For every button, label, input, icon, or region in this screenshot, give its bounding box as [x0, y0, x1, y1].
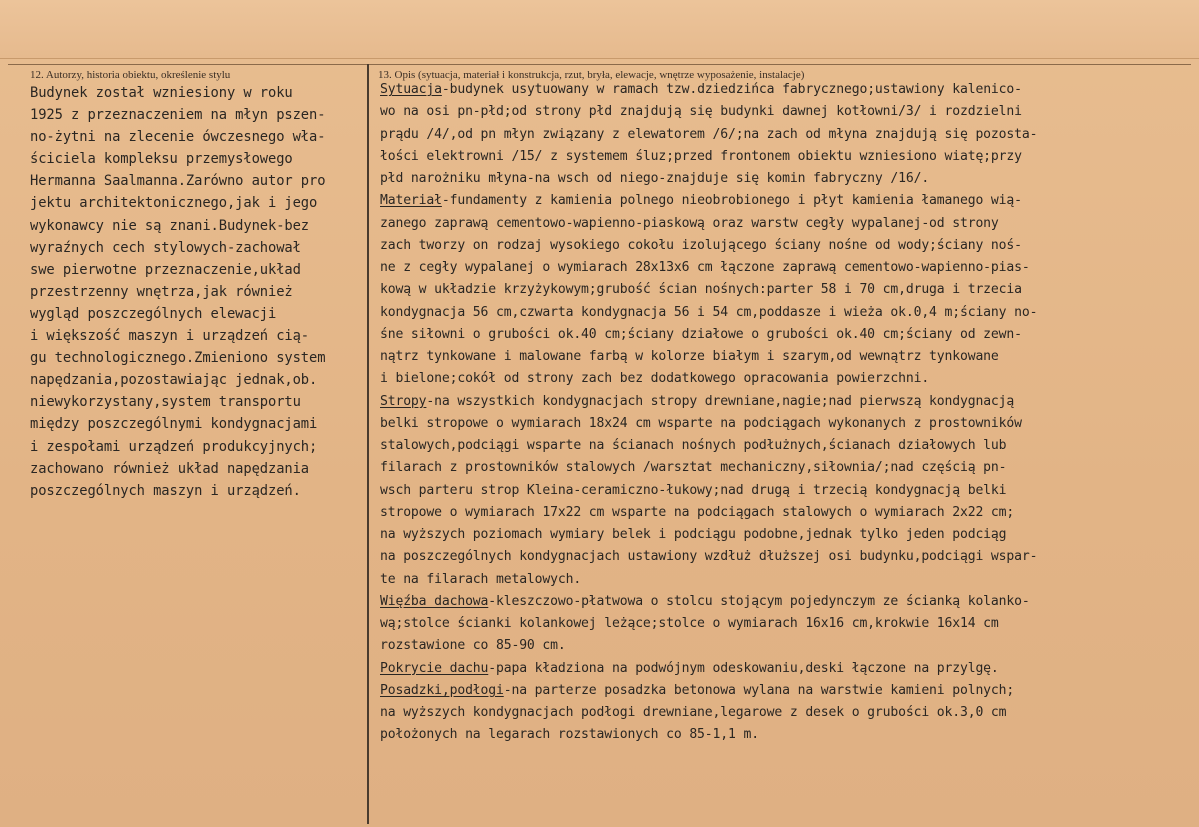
- description-text-run: na poszczególnych kondygnacjach ustawiony wzdłuż dłuższej osi budynku,podciągi wspar-: [380, 549, 1038, 565]
- description-line: [380, 391, 1195, 413]
- description-text-run: -papa kładziona na podwójnym odeskowaniu,deski łączone na przylgę.: [488, 660, 999, 676]
- description-line: [380, 724, 1195, 746]
- description-line: [380, 413, 1195, 435]
- history-line: swe pierwotne przeznaczenie,układ: [30, 261, 301, 278]
- history-line: no-żytni na zlecenie ówczesnego wła-: [30, 129, 326, 146]
- description-text-run: te na filarach metalowych.: [380, 571, 582, 587]
- description-line: [380, 502, 1195, 524]
- section-heading: Sytuacja: [380, 82, 442, 97]
- history-line: wykonawcy nie są znani.Budynek-bez: [30, 217, 310, 234]
- description-line: [380, 635, 1195, 657]
- history-line: wygląd poszczególnych elewacji: [30, 305, 277, 322]
- description-line: [380, 168, 1195, 190]
- history-line: i zespołami urządzeń produkcyjnych;: [30, 438, 318, 455]
- history-line: przestrzenny wnętrza,jak również: [30, 283, 293, 300]
- description-line: [380, 302, 1195, 324]
- description-text-run: stropowe o wymiarach 17x22 cm wsparte na podciągach stalowych o wymiarach 2x22 cm;: [380, 504, 1015, 520]
- description-text-run: łości elektrowni /15/ z systemem śluz;przed frontonem obiektu wzniesiono wiatę;przy: [380, 148, 1022, 164]
- history-line: 1925 z przeznaczeniem na młyn pszen-: [30, 107, 326, 124]
- description-text-run: ne z cegły wypalanej o wymiarach 28x13x6 cm łączone zaprawą cementowo-wapienno-pias-: [380, 260, 1030, 275]
- description-text-run: zach tworzy on rodzaj wysokiego cokołu izolującego ściany nośne od wody;ściany noś-: [380, 237, 1022, 253]
- description-line: [380, 257, 1195, 279]
- history-line: poszczególnych maszyn i urządzeń.: [30, 482, 301, 499]
- description-text-run: wsch parteru strop Kleina-ceramiczno-łukowy;nad drugą i trzecią kondygnacją belki: [380, 482, 1007, 498]
- description-text-run: kową w układzie krzyżykowym;grubość ścian nośnych:parter 58 i 70 cm,druga i trzecia: [380, 282, 1022, 298]
- description-line: [380, 146, 1195, 168]
- header-rule: [8, 64, 1191, 65]
- description-line: [380, 435, 1195, 457]
- description-line: [380, 702, 1195, 724]
- description-line: [380, 658, 1195, 680]
- description-text-run: -kleszczowo-płatwowa o stolcu stojącym pojedynczym ze ścianką kolanko-: [488, 593, 1030, 609]
- section-heading: Więźba dachowa: [380, 593, 489, 609]
- description-text-run: kondygnacja 56 cm,czwarta kondygnacja 56 i 54 cm,poddasze i wieża ok.0,4 m;ściany no-: [380, 304, 1038, 320]
- description-text-run: -na parterze posadzka betonowa wylana na warstwie kamieni polnych;: [503, 682, 1015, 698]
- right-column-heading: 13. Opis (sytuacja, materiał i konstrukcja, rzut, bryła, elewacje, wnętrze wyposażenie, instalacje): [378, 69, 805, 81]
- description-text-run: na wyższych poziomach wymiary belek i podciągu podobne,jednak tylko jeden podciąg: [380, 527, 1007, 542]
- description-text-run: rozstawione co 85-90 cm.: [380, 638, 566, 654]
- description-line: [380, 79, 1195, 101]
- description-line: [380, 190, 1195, 212]
- description-line: [380, 346, 1195, 368]
- description-line: [380, 368, 1195, 390]
- description-text-run: prądu /4/,od pn młyn związany z elewatorem /6/;na zach od młyna znajdują się pozosta-: [380, 126, 1038, 142]
- history-line: Budynek został wzniesiony w roku: [30, 85, 293, 101]
- history-text: [30, 82, 365, 502]
- history-line: i większość maszyn i urządzeń cią-: [30, 328, 310, 345]
- description-text-run: filarach z prostowników stalowych /warsztat mechaniczny,siłownia/;nad częścią pn-: [380, 460, 1007, 476]
- description-line: [380, 324, 1195, 346]
- history-line: zachowano również układ napędzania: [30, 460, 310, 477]
- description-line: [380, 591, 1195, 613]
- section-heading: Materiał: [380, 193, 442, 209]
- left-column-heading: 12. Autorzy, historia obiektu, określenie stylu: [30, 69, 231, 81]
- history-line: jektu architektonicznego,jak i jego: [30, 195, 318, 212]
- description-text-run: -budynek usytuowany w ramach tzw.dziedzińca fabrycznego;ustawiony kalenico-: [441, 82, 1022, 97]
- description-text-run: położonych na legarach rozstawionych co 85-1,1 m.: [380, 727, 759, 743]
- description-text-run: śne siłowni o grubości ok.40 cm;ściany działowe o grubości ok.40 cm;ściany od zewn-: [380, 326, 1022, 342]
- history-line: niewykorzystany,system transportu: [30, 394, 301, 411]
- history-line: ściciela kompleksu przemysłowego: [30, 151, 293, 168]
- column-divider: [367, 64, 369, 824]
- history-line: napędzania,pozostawiając jednak,ob.: [30, 372, 318, 389]
- description-line: [380, 101, 1195, 123]
- description-text-run: wą;stolce ścianki kolankowej leżące;stolce o wymiarach 16x16 cm,krokwie 16x14 cm: [380, 616, 999, 631]
- description-text-run: płd narożniku młyna-na wsch od niego-znajduje się komin fabryczny /16/.: [380, 171, 930, 186]
- description-text-run: na wyższych kondygnacjach podłogi drewniane,legarowe z desek o grubości ok.3,0 cm: [380, 705, 1007, 720]
- description-line: [380, 124, 1195, 146]
- description-text-run: -na wszystkich kondygnacjach stropy drewniane,nagie;nad pierwszą kondygnacją: [426, 393, 1015, 409]
- description-text-run: -fundamenty z kamienia polnego nieobrobionego i płyt kamienia łamanego wią-: [441, 193, 1022, 209]
- description-text-run: stalowych,podciągi wsparte na ścianach nośnych podłużnych,ścianach działowych lub: [380, 438, 1007, 453]
- history-line: gu technologicznego.Zmieniono system: [30, 350, 326, 367]
- description-text: [380, 79, 1195, 747]
- history-line: między poszczególnymi kondygnacjami: [30, 416, 318, 433]
- description-text-run: nątrz tynkowane i malowane farbą w kolorze białym i szarym,od wewnątrz tynkowane: [380, 349, 999, 364]
- description-line: [380, 279, 1195, 301]
- description-line: [380, 480, 1195, 502]
- description-line: [380, 213, 1195, 235]
- history-line: Hermanna Saalmanna.Zarówno autor pro: [30, 173, 326, 190]
- description-line: [380, 613, 1195, 635]
- description-line: [380, 524, 1195, 546]
- description-line: [380, 235, 1195, 257]
- description-line: [380, 680, 1195, 702]
- description-line: [380, 457, 1195, 479]
- description-line: [380, 569, 1195, 591]
- description-text-run: zanego zaprawą cementowo-wapienno-piaskową oraz warstw cegły wypalanej-od strony: [380, 215, 999, 231]
- description-text-run: wo na osi pn-płd;od strony płd znajdują się budynki dawnej kotłowni/3/ i rozdzielni: [380, 104, 1022, 120]
- section-heading: Stropy: [380, 393, 427, 409]
- description-text-run: belki stropowe o wymiarach 18x24 cm wsparte na podciągach wykonanych z prostowników: [380, 415, 1022, 431]
- description-line: [380, 546, 1195, 568]
- description-text-run: i bielone;cokół od strony zach bez dodatkowego opracowania powierzchni.: [380, 371, 930, 387]
- section-heading: Pokrycie dachu: [380, 660, 489, 676]
- section-heading: Posadzki,podłogi: [380, 682, 504, 698]
- history-line: wyraźnych cech stylowych-zachował: [30, 239, 301, 256]
- top-paper-edge: [0, 0, 1199, 59]
